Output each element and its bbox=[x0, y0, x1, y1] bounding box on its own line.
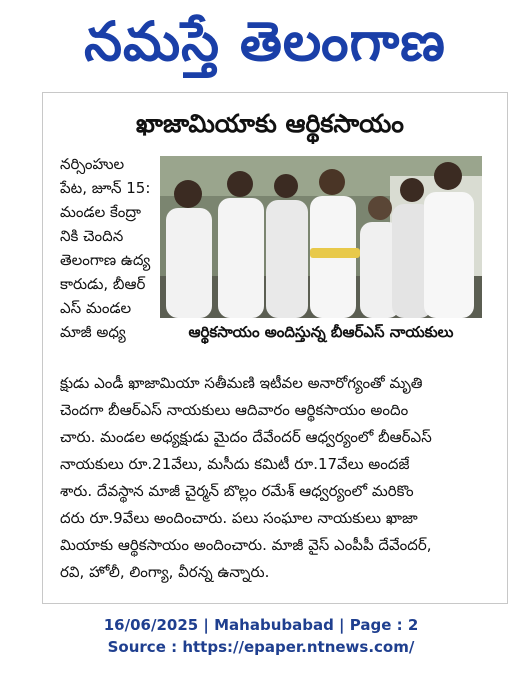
text-line: మాజీ అధ్య bbox=[60, 323, 126, 341]
article-body bbox=[60, 370, 486, 586]
text-line: నాయకులు రూ.21వేలు, మసీదు కమిటీ రూ.17వేలు అందజే bbox=[60, 455, 410, 473]
newspaper-masthead: నమస్తే తెలంగాణ bbox=[84, 10, 446, 73]
text-line: తెలంగాణ ఉద్య bbox=[60, 251, 151, 269]
text-line: రవి, హోలీ, లింగ్యా, వీరన్న ఉన్నారు. bbox=[60, 563, 270, 581]
article-headline: ఖాజామియాకు ఆర్థికసాయం bbox=[136, 109, 404, 138]
date-edition-page: 16/06/2025 | Mahabubabad | Page : 2 bbox=[103, 616, 419, 634]
text-line: మియాకు ఆర్థికసాయం అందించారు. మాజీ వైస్ ఎంపీపీ దేవేందర్, bbox=[60, 536, 432, 554]
text-line: దరు రూ.9వేలు అందించారు. పలు సంఘాల నాయకులు ఖాజా bbox=[60, 509, 418, 527]
text-line: నికి చెందిన bbox=[60, 227, 124, 245]
text-line: శారు. దేవస్థాన మాజీ చైర్మన్ బొల్లం రమేశ్ ఆధ్వర్యంలో మరికొం bbox=[60, 482, 414, 500]
text-line: ఎస్ మండల bbox=[60, 299, 132, 317]
news-photo bbox=[160, 156, 482, 318]
text-line: నర్సింహుల bbox=[60, 155, 125, 173]
text-line: క్షుడు ఎండీ ఖాజామియా సతీమణి ఇటీవల అనారోగ్యంతో మృతి bbox=[60, 374, 423, 392]
text-line: కారుడు, బీఆర్ bbox=[60, 275, 146, 293]
text-line: పేట, జూన్ 15: bbox=[60, 179, 151, 197]
text-line: చెందగా బీఆర్ఎస్ నాయకులు ఆదివారం ఆర్థికసాయం అందిం bbox=[60, 401, 409, 419]
text-line: మండల కేంద్రా bbox=[60, 203, 142, 221]
group-photo-image bbox=[160, 156, 482, 318]
text-line: చారు. మండల అధ్యక్షుడు మైదం దేవేందర్ ఆధ్వర్యంలో బీఆర్ఎస్ bbox=[60, 428, 432, 446]
source-link[interactable]: Source : https://epaper.ntnews.com/ bbox=[107, 638, 415, 656]
clipping-footer bbox=[0, 614, 522, 658]
photo-caption: ఆర్థికసాయం అందిస్తున్న బీఆర్ఎస్ నాయకులు bbox=[188, 323, 454, 341]
left-column-text bbox=[60, 152, 156, 344]
